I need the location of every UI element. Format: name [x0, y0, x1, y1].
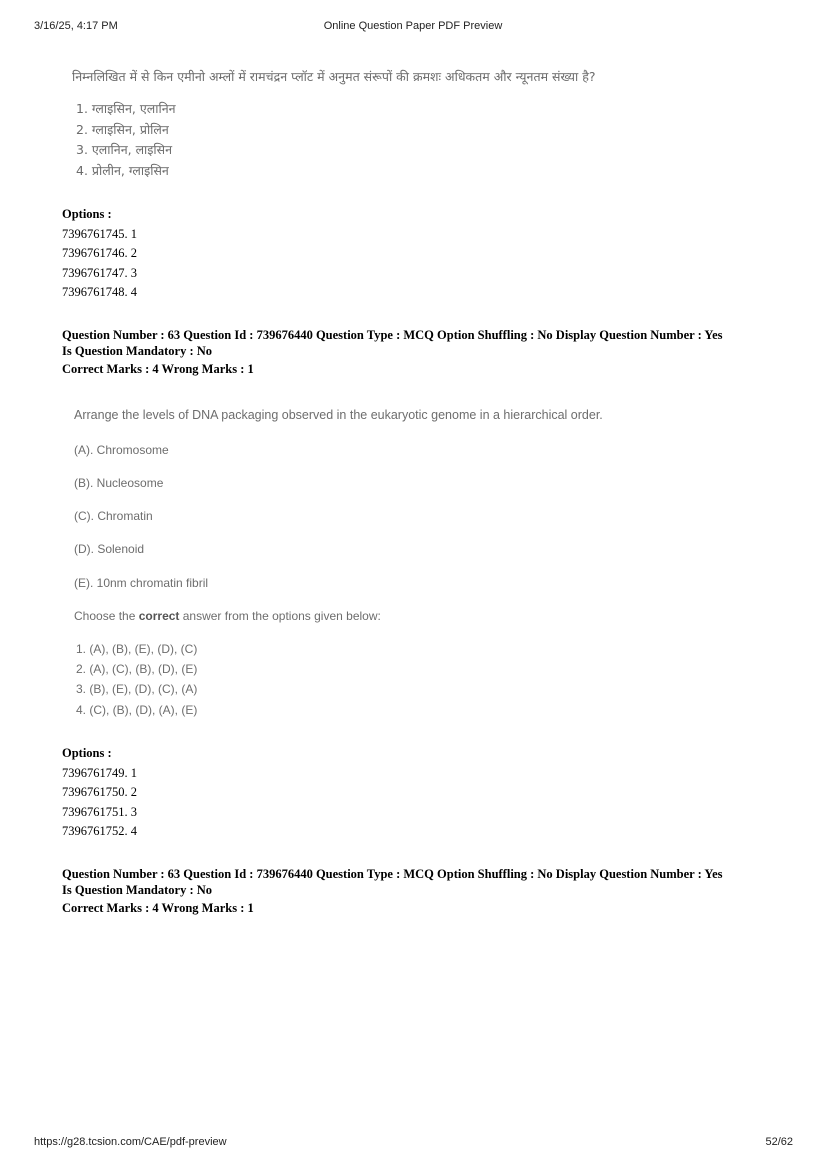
options-label: Options :: [62, 746, 112, 760]
question1-choice: 3. एलानिन, लाइसिन: [76, 142, 173, 157]
meta-line: Is Question Mandatory : No: [62, 344, 213, 358]
question2-item: (C). Chromatin: [74, 509, 153, 523]
answer-choice: 2. (A), (C), (B), (D), (E): [76, 662, 198, 677]
answer-choice: 3. (B), (E), (D), (C), (A): [76, 682, 198, 697]
question-meta: [62, 327, 723, 377]
option-item: 7396761752. 4: [62, 824, 137, 838]
option-item: 7396761747. 3: [62, 265, 137, 280]
instruction-emphasis: correct: [138, 609, 180, 623]
option-item: 7396761748. 4: [62, 285, 137, 299]
question1-choice: 2. ग्लाइसिन, प्रोलिन: [76, 121, 169, 137]
question1-stem: निम्नलिखित में से किन एमीनो अम्लों में रामचंद्रन प्लॉट में अनुमत संरूपों की क्रमशः अधिकतम और न्यूनतम संख्या है?: [72, 69, 596, 84]
question2-item: (A). Chromosome: [74, 443, 169, 457]
option-item: 7396761751. 3: [62, 804, 137, 819]
meta-line: Question Number : 63 Question Id : 739676440 Question Type : MCQ Option Shuffling : No Display Question Number : Yes: [62, 867, 723, 881]
question2-instruction: [74, 609, 381, 623]
question2-item: (D). Solenoid: [74, 542, 145, 556]
meta-line: Correct Marks : 4 Wrong Marks : 1: [62, 901, 254, 915]
question1-options: [62, 205, 137, 303]
option-item: 7396761745. 1: [62, 226, 137, 241]
page-url: https://g28.tcsion.com/CAE/pdf-preview: [34, 1136, 227, 1148]
page-number: 52/62: [765, 1136, 793, 1148]
question1-choice: 1. ग्लाइसिन, एलानिन: [76, 101, 176, 116]
question2-answers: [76, 642, 197, 723]
answer-choice: 4. (C), (B), (D), (A), (E): [76, 702, 198, 717]
question-meta: [62, 866, 723, 916]
question1-choice: 4. प्रोलीन, ग्लाइसिन: [76, 162, 169, 178]
instruction-text: Choose the: [74, 609, 139, 623]
print-title: Online Question Paper PDF Preview: [323, 20, 503, 32]
question1-choices: [76, 100, 176, 182]
options-label: Options :: [62, 207, 112, 221]
question2-options: [62, 744, 137, 842]
option-item: 7396761749. 1: [62, 765, 137, 780]
meta-line: Question Number : 63 Question Id : 739676440 Question Type : MCQ Option Shuffling : No Display Question Number : Yes: [62, 328, 723, 342]
answer-choice: 1. (A), (B), (E), (D), (C): [76, 642, 198, 656]
question2-item: (B). Nucleosome: [74, 476, 164, 490]
print-datetime: 3/16/25, 4:17 PM: [34, 20, 118, 32]
meta-line: Is Question Mandatory : No: [62, 883, 213, 897]
option-item: 7396761750. 2: [62, 785, 137, 799]
option-item: 7396761746. 2: [62, 246, 137, 260]
meta-line: Correct Marks : 4 Wrong Marks : 1: [62, 362, 254, 376]
question2-item: (E). 10nm chromatin fibril: [74, 576, 209, 590]
question2-stem: Arrange the levels of DNA packaging observed in the eukaryotic genome in a hierarchical order.: [74, 408, 603, 422]
instruction-text: answer from the options given below:: [179, 609, 381, 623]
